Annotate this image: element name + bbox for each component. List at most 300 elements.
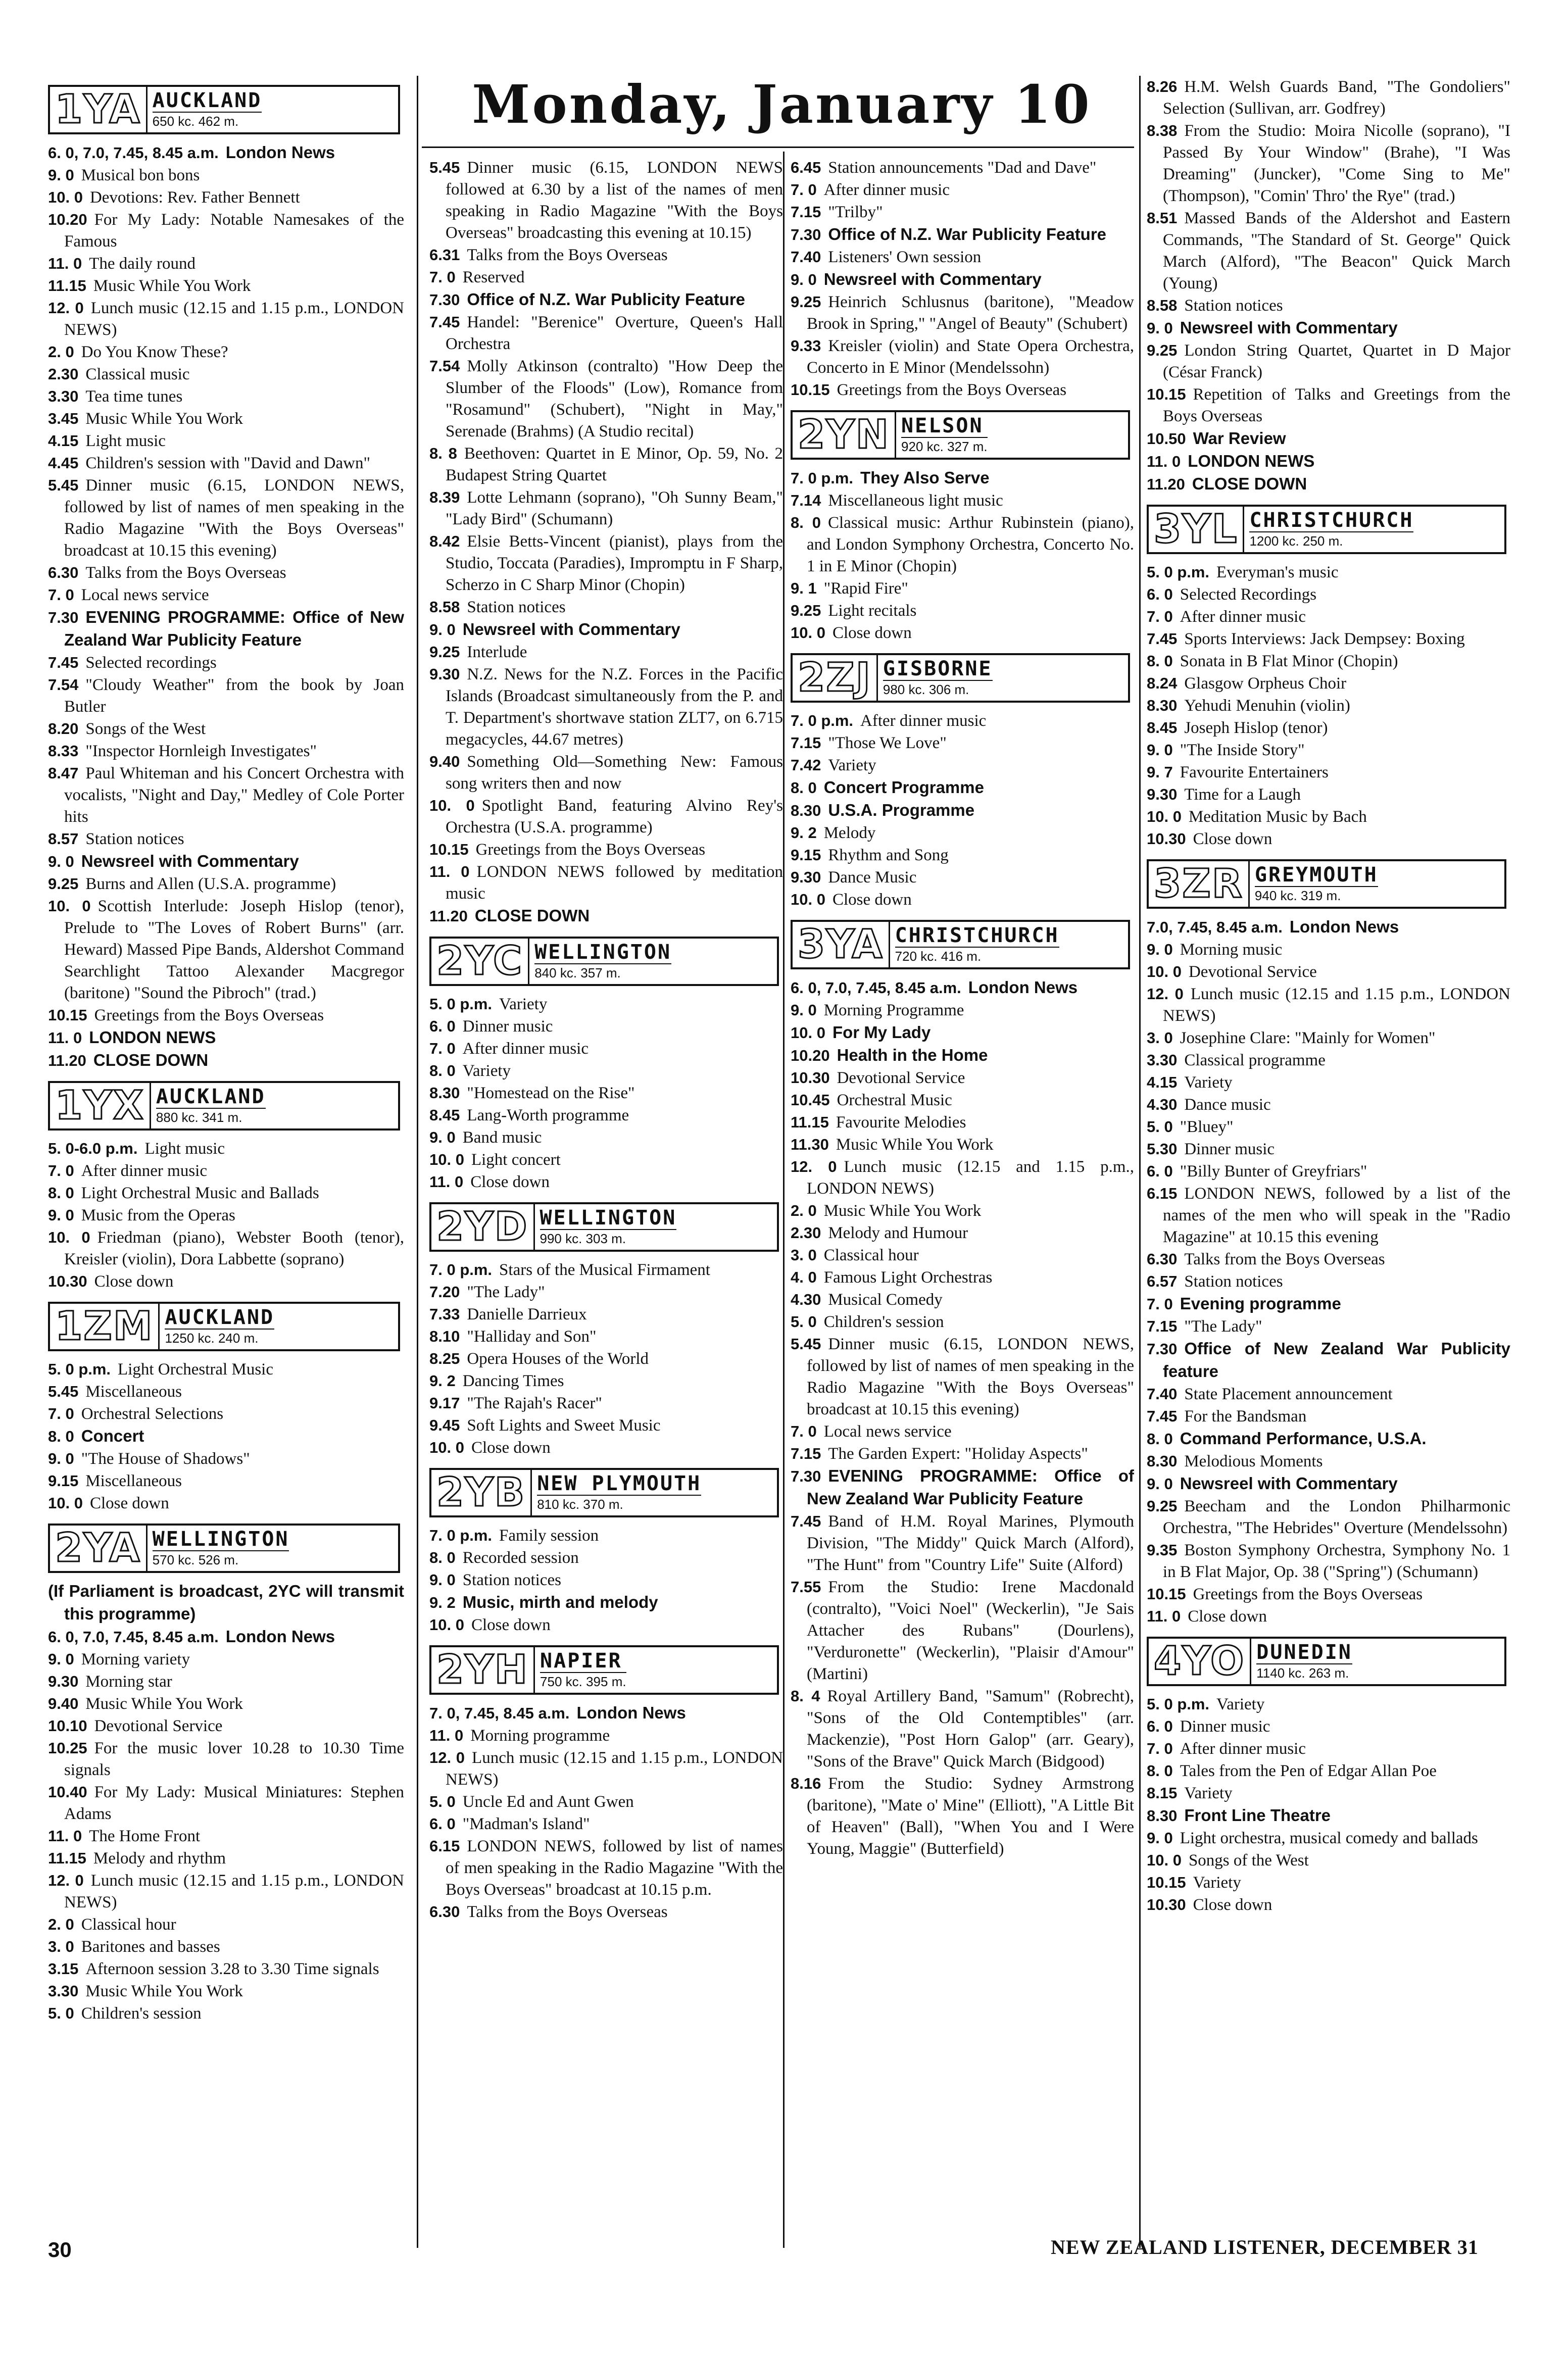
title-rule <box>422 146 1134 148</box>
entry-text: Dance Music <box>828 868 917 887</box>
programme-entry <box>48 474 404 562</box>
entry-text: For My Lady <box>832 1023 931 1042</box>
entry-time: 11. 0 <box>48 255 82 272</box>
programme-entry <box>791 467 1134 489</box>
entry-time: 6. 0 <box>429 1815 456 1833</box>
entry-time: 7.54 <box>48 676 79 694</box>
entry-time: 11. 0 <box>429 1727 464 1744</box>
programme-entry <box>791 1156 1134 1200</box>
entry-text: Miscellaneous light music <box>828 492 1003 510</box>
entry-text: Close down <box>1193 1896 1272 1914</box>
entry-time: 6. 0, 7.0, 7.45, 8.45 a.m. <box>791 979 961 997</box>
station-frequency: 750 kc. 395 m. <box>540 1674 626 1689</box>
entry-time: 7.40 <box>1147 1385 1178 1403</box>
entry-text: CLOSE DOWN <box>93 1051 209 1069</box>
entry-time: 10. 0 <box>429 1616 464 1634</box>
entry-text: Station notices <box>462 1571 561 1589</box>
entry-time: 4.30 <box>1147 1096 1178 1113</box>
entry-text: Morning star <box>85 1673 172 1691</box>
programme-entry <box>791 379 1134 401</box>
column-divider <box>783 152 785 2248</box>
programme-entry <box>48 1580 404 1626</box>
entry-text: Newsreel with Commentary <box>462 620 680 638</box>
entry-text: After dinner music <box>462 1040 589 1058</box>
entry-text: Local news service <box>823 1422 952 1441</box>
programme-entry <box>48 1870 404 1913</box>
entry-time: 10.50 <box>1147 430 1186 448</box>
entry-text: Repetition of Talks and Greetings from the Boys Overseas <box>1163 385 1510 425</box>
entry-text: Something Old—Something New: Famous song writers then and now <box>446 753 783 793</box>
programme-entry <box>48 1381 404 1403</box>
station-city: CHRISTCHURCH <box>1249 509 1414 532</box>
programme-entry <box>1147 1338 1510 1383</box>
programme-entry <box>1147 1160 1510 1183</box>
entry-text: "Rapid Fire" <box>823 579 908 598</box>
entry-time: 8. 0 <box>429 1549 456 1566</box>
station-info <box>532 1470 701 1515</box>
programme-entry <box>1147 1495 1510 1539</box>
entry-time: 9.25 <box>48 875 79 893</box>
entry-text: The Home Front <box>89 1827 201 1845</box>
entry-time: 10.15 <box>48 1006 87 1024</box>
entry-text: Lotte Lehmann (soprano), "Oh Sunny Beam," "Lady Bird" (Schumann) <box>446 488 783 528</box>
entry-text: Variety <box>1184 1784 1233 1802</box>
entry-text: Close down <box>832 891 912 909</box>
station-city: WELLINGTON <box>152 1528 289 1551</box>
entry-time: 9. 0 <box>429 1571 456 1589</box>
entry-time: 7.55 <box>791 1578 821 1596</box>
entry-time: 9.30 <box>48 1673 79 1690</box>
programme-entry <box>429 618 783 641</box>
entry-text: Meditation Music by Bach <box>1188 808 1367 826</box>
programme-entry <box>791 1773 1134 1860</box>
programme-entry <box>1147 473 1510 496</box>
entry-time: 10. 0 <box>48 897 91 915</box>
entry-text: Heinrich Schlusnus (baritone), "Meadow Brook in Spring," "Angel of Beauty" (Schubert) <box>807 293 1134 333</box>
entry-text: Selected recordings <box>85 654 217 672</box>
entry-time: 9. 0 <box>429 621 456 638</box>
entry-time: 8. 0 <box>429 1062 456 1079</box>
programme-entry <box>48 1693 404 1715</box>
entry-time: 3. 0 <box>48 1938 74 1955</box>
programme-entry <box>1147 1315 1510 1338</box>
programme-entry <box>1147 1183 1510 1248</box>
entry-text: Concert Programme <box>823 778 984 797</box>
station-info <box>148 1526 289 1571</box>
entry-time: 10.15 <box>1147 1874 1186 1891</box>
entry-text: From the Studio: Moira Nicolle (soprano), "I Passed By Your Window" (Brahe), "I Was Dreaming" (Juncker), "Come Sing to Me" (Thompson), "Comin' Thro' the Rye" (trad.) <box>1163 122 1510 205</box>
programme-entry <box>791 223 1134 246</box>
station-frequency: 920 kc. 327 m. <box>901 439 988 454</box>
entry-text: Close down <box>1193 830 1272 848</box>
entry-time: 9.40 <box>429 753 460 770</box>
entry-time: 10.30 <box>48 1272 87 1290</box>
entry-text: Light recitals <box>828 602 917 620</box>
programme-entry <box>1147 1383 1510 1405</box>
entry-text: Uncle Ed and Aunt Gwen <box>462 1793 634 1811</box>
entry-time: 7.15 <box>791 734 821 752</box>
entry-time: 11.20 <box>48 1052 86 1069</box>
entry-text: Dance music <box>1184 1096 1271 1114</box>
entry-time: 2. 0 <box>791 1202 817 1219</box>
entry-time: 5. 0 p.m. <box>429 995 493 1013</box>
programme-entry <box>791 157 1134 179</box>
station-header <box>429 937 779 986</box>
entry-time: 10.10 <box>48 1717 87 1735</box>
programme-entry <box>1147 695 1510 717</box>
programme-entry <box>1147 672 1510 695</box>
station-info <box>148 87 262 132</box>
entry-time: 9. 0 <box>1147 1475 1173 1493</box>
column-4 <box>1147 76 1510 2248</box>
entry-text: Lang-Worth programme <box>467 1106 629 1124</box>
programme-entry <box>791 1333 1134 1420</box>
entry-time: 5. 0 <box>791 1313 817 1331</box>
programme-entry <box>1147 739 1510 761</box>
programme-entry <box>429 1281 783 1303</box>
entry-time: 10. 0 <box>48 1494 83 1512</box>
programme-entry <box>429 1392 783 1414</box>
entry-text: Listeners' Own session <box>828 248 982 266</box>
entry-time: 7.45 <box>791 1512 821 1530</box>
entry-time: 8.16 <box>791 1775 821 1792</box>
entry-time: 9. 0 <box>48 1450 74 1467</box>
entry-text: Family session <box>499 1527 599 1545</box>
station-city: NELSON <box>901 415 988 438</box>
entry-text: Devotional Service <box>94 1717 223 1735</box>
programme-entry <box>429 751 783 795</box>
entry-time: 9.15 <box>48 1472 79 1490</box>
entry-text: Dinner music (6.15, LONDON NEWS followed at 6.30 by a list of the names of men speaking in Radio Magazine "With the Boys Overseas" broadcasting this evening at 10.15) <box>446 159 783 242</box>
programme-entry <box>429 1525 783 1547</box>
entry-time: 8.58 <box>429 598 460 616</box>
entry-text: Concert <box>81 1427 144 1445</box>
entry-time: 6.57 <box>1147 1272 1178 1290</box>
entry-time: 3. 0 <box>791 1246 817 1264</box>
entry-text: Greetings from the Boys Overseas <box>94 1006 324 1024</box>
entry-text: Musical Comedy <box>828 1291 943 1309</box>
entry-text: H.M. Welsh Guards Band, "The Gondoliers" Selection (Sullivan, arr. Godfrey) <box>1163 78 1510 118</box>
entry-text: CLOSE DOWN <box>1192 474 1307 493</box>
programme-entry <box>791 489 1134 512</box>
entry-time: 12. 0 <box>1147 985 1184 1003</box>
entry-text: Melody and Humour <box>828 1224 968 1242</box>
programme-entry <box>1147 76 1510 120</box>
programme-entry <box>791 732 1134 754</box>
programme-entry <box>791 577 1134 600</box>
entry-text: Songs of the West <box>1188 1851 1309 1870</box>
entry-time: 9.30 <box>791 868 821 886</box>
entry-time: 8.20 <box>48 720 79 738</box>
entry-text: Close down <box>832 624 912 642</box>
entry-text: Beethoven: Quartet in E Minor, Op. 59, No. 2 Budapest String Quartet <box>446 445 783 484</box>
entry-text: After dinner music <box>823 181 950 199</box>
entry-text: EVENING PROGRAMME: Office of New Zealand War Publicity Feature <box>64 608 404 649</box>
entry-text: Greetings from the Boys Overseas <box>475 841 706 859</box>
entry-time: 10.30 <box>1147 830 1186 848</box>
entry-time: 7.33 <box>429 1305 460 1323</box>
station-call-sign: 1ZM <box>50 1304 160 1349</box>
entry-time: 4. 0 <box>791 1268 817 1286</box>
programme-entry <box>48 1980 404 2002</box>
entry-text: "The Lady" <box>467 1283 545 1301</box>
entry-text: Royal Artillery Band, "Samum" (Robrecht), "Sons of the Old Contemptibles" (arr. Mackenzie), "Post Horn Galop" (arr. Geary), "Sons of the Brave" Quick March (Bidgood) <box>807 1687 1134 1771</box>
programme-entry <box>1147 806 1510 828</box>
station-call-sign: 3ZR <box>1149 861 1250 907</box>
entry-time: 12. 0 <box>48 299 84 317</box>
entry-text: Close down <box>94 1272 174 1291</box>
entry-time: 11. 0 <box>1147 453 1181 470</box>
entry-text: Melody and rhythm <box>93 1849 226 1867</box>
station-city: WELLINGTON <box>540 1206 677 1230</box>
programme-entry <box>1147 939 1510 961</box>
entry-time: 6.30 <box>48 564 79 581</box>
programme-entry <box>791 1465 1134 1510</box>
programme-entry <box>1147 1539 1510 1583</box>
entry-text: U.S.A. Programme <box>828 801 975 819</box>
station-info <box>896 412 988 458</box>
station-header <box>429 1645 779 1695</box>
entry-time: 12. 0 <box>429 1749 465 1766</box>
entry-time: 8.30 <box>1147 1452 1178 1470</box>
entry-text: Melodious Moments <box>1184 1452 1323 1470</box>
station-info <box>535 1647 626 1693</box>
entry-text: They Also Serve <box>860 468 990 487</box>
entry-text: "The Rajah's Racer" <box>467 1394 602 1412</box>
entry-time: 9. 1 <box>791 579 817 597</box>
entry-text: War Review <box>1193 429 1286 448</box>
entry-time: 10. 0 <box>1147 963 1182 980</box>
programme-entry <box>429 1901 783 1923</box>
entry-time: 8.45 <box>1147 719 1178 736</box>
programme-entry <box>429 1813 783 1835</box>
programme-entry <box>1147 1715 1510 1738</box>
entry-time: 7.45 <box>1147 630 1178 648</box>
programme-entry <box>48 873 404 895</box>
entry-time: 8.33 <box>48 742 79 760</box>
programme-entry <box>429 1171 783 1193</box>
programme-entry <box>429 486 783 530</box>
programme-entry <box>1147 1760 1510 1782</box>
station-call-sign: 3YL <box>1149 507 1244 552</box>
programme-entry <box>791 754 1134 776</box>
column-3 <box>791 157 1134 2248</box>
station-call-sign: 2ZJ <box>793 655 878 701</box>
entry-time: 3.45 <box>48 410 79 427</box>
programme-entry <box>1147 1428 1510 1450</box>
entry-text: Variety <box>499 995 548 1013</box>
entry-text: "Halliday and Son" <box>467 1328 597 1346</box>
entry-text: Light music <box>85 432 166 450</box>
entry-time: 5. 0 p.m. <box>48 1360 111 1378</box>
programme-entry <box>429 1725 783 1747</box>
entry-time: 9. 0 <box>48 1650 74 1668</box>
entry-time: 11.15 <box>48 277 86 294</box>
station-header <box>1147 859 1506 909</box>
programme-entry <box>429 1104 783 1126</box>
entry-time: 8.30 <box>429 1084 460 1102</box>
programme-entry <box>1147 427 1510 450</box>
programme-entry <box>791 1685 1134 1773</box>
station-header <box>48 85 400 134</box>
entry-time: 9. 2 <box>791 824 817 842</box>
programme-entry <box>1147 1049 1510 1071</box>
entry-time: 8.24 <box>1147 674 1178 692</box>
entry-text: Command Performance, U.S.A. <box>1180 1429 1427 1448</box>
entry-text: Glasgow Orpheus Choir <box>1184 674 1347 693</box>
entry-time: 8. 4 <box>791 1687 820 1705</box>
entry-text: Talks from the Boys Overseas <box>467 1903 668 1921</box>
entry-text: Close down <box>471 1439 551 1457</box>
programme-entry <box>48 1670 404 1693</box>
entry-time: 10.15 <box>429 841 469 858</box>
programme-entry <box>791 246 1134 268</box>
programme-entry <box>48 1182 404 1204</box>
entry-text: Light concert <box>471 1151 561 1169</box>
programme-entry <box>791 1576 1134 1685</box>
entry-text: After dinner music <box>860 712 987 730</box>
entry-text: Band of H.M. Royal Marines, Plymouth Division, "The Middy" Quick March (Alford), "The Hunt" from "Country Life" Suite (Alford) <box>807 1512 1134 1574</box>
entry-time: 10.15 <box>791 381 830 399</box>
entry-text: Famous Light Orchestras <box>823 1268 993 1287</box>
entry-text: Classical hour <box>81 1915 176 1934</box>
programme-entry <box>48 1403 404 1425</box>
entry-time: 9. 2 <box>429 1372 456 1390</box>
entry-time: 8.58 <box>1147 297 1178 314</box>
programme-entry <box>791 1420 1134 1443</box>
entry-text: "The Lady" <box>1184 1317 1262 1336</box>
entry-time: 6. 0, 7.0, 7.45, 8.45 a.m. <box>48 1628 219 1646</box>
programme-entry <box>1147 561 1510 583</box>
programme-entry <box>429 1038 783 1060</box>
entry-text: Music While You Work <box>836 1136 994 1154</box>
entry-text: Interlude <box>467 643 527 661</box>
entry-text: Close down <box>1188 1607 1267 1626</box>
programme-entry <box>429 1747 783 1791</box>
entry-text: Variety <box>1184 1073 1233 1092</box>
entry-text: Evening programme <box>1180 1294 1341 1313</box>
programme-entry <box>1147 1804 1510 1827</box>
entry-time: 10.30 <box>791 1069 830 1087</box>
entry-time: 10.20 <box>48 211 87 228</box>
entry-time: 2.30 <box>791 1224 821 1242</box>
programme-entry <box>791 889 1134 911</box>
programme-entry <box>48 895 404 1004</box>
programme-entry <box>791 1067 1134 1089</box>
programme-entry <box>791 179 1134 201</box>
programme-entry <box>429 1348 783 1370</box>
programme-entry <box>429 1547 783 1569</box>
station-call-sign: 1YX <box>50 1083 151 1128</box>
programme-entry <box>429 1370 783 1392</box>
programme-entry <box>429 795 783 839</box>
station-frequency: 810 kc. 370 m. <box>537 1497 623 1512</box>
entry-text: Boston Symphony Orchestra, Symphony No. 1 in B Flat Major, Op. 38 ("Spring") (Schumann) <box>1163 1541 1510 1581</box>
programme-entry <box>48 2002 404 2025</box>
page-number: 30 <box>48 2238 72 2262</box>
station-city: AUCKLAND <box>152 89 262 112</box>
entry-text: Do You Know These? <box>81 343 228 361</box>
entry-time: 9.30 <box>1147 785 1178 803</box>
entry-text: LONDON NEWS, followed by list of names of men speaking in the Radio Magazine "With the Boys Overseas" broadcast at 10.15 p.m. <box>446 1837 783 1899</box>
entry-time: 5.30 <box>1147 1140 1178 1158</box>
entry-time: 7. 0 <box>791 1422 817 1440</box>
entry-text: Children's session with "David and Dawn" <box>85 454 370 472</box>
programme-entry <box>48 1492 404 1514</box>
entry-text: Joseph Hislop (tenor) <box>1184 719 1328 737</box>
station-header <box>1147 1637 1506 1686</box>
entry-text: Variety <box>462 1062 511 1080</box>
entry-text: N.Z. News for the N.Z. Forces in the Pacific Islands (Broadcast simultaneously from the P. and T. Department's shortwave station ZLT7, on 6.715 megacycles, 44.67 metres) <box>446 665 783 749</box>
programme-entry <box>1147 1450 1510 1472</box>
entry-text: Melody <box>823 824 876 842</box>
programme-entry <box>791 1111 1134 1134</box>
entry-text: Orchestral Selections <box>81 1405 224 1423</box>
entry-time: 5. 0 p.m. <box>1147 1695 1210 1713</box>
station-info <box>1251 1639 1352 1684</box>
entry-time: 10. 0 <box>429 1151 464 1168</box>
station-header <box>429 1202 779 1252</box>
entry-time: 8.30 <box>791 802 821 819</box>
entry-time: 9. 0 <box>791 271 817 288</box>
programme-entry <box>791 1134 1134 1156</box>
entry-time: 11. 0 <box>429 863 470 880</box>
programme-entry <box>429 530 783 596</box>
entry-text: LONDON NEWS, followed by a list of the names of the men who will speak in the "Radio Magazine" at 10.15 this evening <box>1163 1185 1510 1246</box>
programme-entry <box>1147 207 1510 294</box>
entry-text: Morning programme <box>470 1727 610 1745</box>
programme-entry <box>1147 983 1510 1027</box>
entry-time: 8.26 <box>1147 78 1178 95</box>
entry-time: 7.30 <box>1147 1340 1178 1358</box>
entry-text: "Trilby" <box>828 203 883 221</box>
entry-text: Recorded session <box>462 1549 579 1567</box>
programme-entry <box>429 1303 783 1325</box>
entry-time: 6. 0 <box>1147 585 1173 603</box>
programme-entry <box>1147 1094 1510 1116</box>
programme-entry <box>1147 717 1510 739</box>
programme-entry <box>48 674 404 718</box>
programme-entry <box>429 1149 783 1171</box>
programme-entry <box>48 828 404 850</box>
programme-entry <box>48 275 404 297</box>
programme-entry <box>48 1226 404 1270</box>
entry-time: 5.45 <box>791 1335 821 1353</box>
entry-text: Miscellaneous <box>85 1383 182 1401</box>
entry-text: From the Studio: Irene Macdonald (contralto), "Voici Noel" (Weckerlin), "Je Sais Attacher des Rubans" (Dourlens), "Verduronette" (Weckerlin), "Plaisir d'Amour" (Martini) <box>807 1578 1134 1683</box>
station-city: DUNEDIN <box>1256 1641 1352 1664</box>
entry-time: 8. 0 <box>1147 1430 1173 1448</box>
station-frequency: 570 kc. 526 m. <box>152 1552 239 1567</box>
entry-time: 8. 0 <box>1147 652 1173 670</box>
entry-text: Lunch music (12.15 and 1.15 p.m., LONDON NEWS) <box>1163 985 1510 1025</box>
entry-time: 4.15 <box>1147 1073 1178 1091</box>
entry-time: 10. 0 <box>791 624 825 642</box>
entry-text: Rhythm and Song <box>828 846 949 864</box>
programme-entry <box>48 186 404 209</box>
entry-time: 10.25 <box>48 1739 87 1757</box>
entry-time: 6. 0 <box>429 1017 456 1035</box>
entry-time: 8. 8 <box>429 445 457 462</box>
programme-entry <box>1147 1472 1510 1495</box>
entry-text: Classical programme <box>1184 1051 1326 1069</box>
entry-text: Scottish Interlude: Joseph Hislop (tenor), Prelude to "The Loves of Robert Burns" (arr. Heward) Massed Pipe Bands, Aldershot Command Searchlight Tattoo Alexander Macgregor (baritone) "Sound the Pibroch" (trad.) <box>64 897 404 1002</box>
entry-text: Opera Houses of the World <box>467 1350 649 1368</box>
entry-time: 9. 0 <box>1147 1829 1173 1847</box>
programme-entry <box>429 1325 783 1348</box>
programme-entry <box>429 266 783 288</box>
entry-text: LONDON NEWS followed by meditation music <box>446 863 783 903</box>
